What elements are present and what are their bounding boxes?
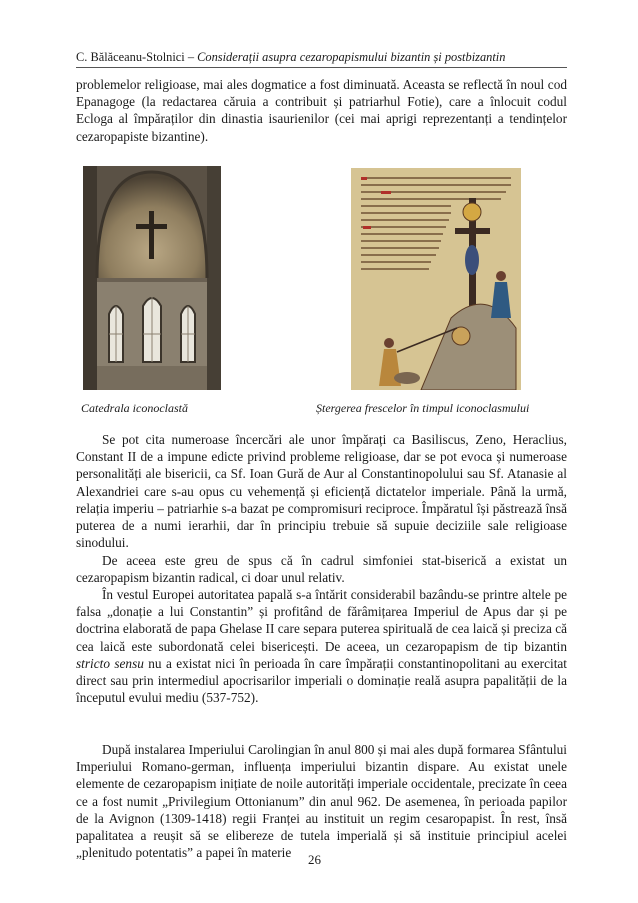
manuscript-miniature (351, 168, 521, 390)
paragraph-4 (76, 586, 567, 706)
figure-caption-1: Catedrala iconoclastă (81, 401, 188, 415)
figure-caption-2: Ștergerea frescelor în timpul iconoclasmului (316, 401, 530, 415)
paragraph-4-text-b: nu a existat nici în perioada în care împărații constantinopolitani au exercitat direct sau prin intermediul apocrisarilor imperiali o dominație reală asupra papalității de la începutul evului mediu (537-752). (76, 655, 567, 706)
paragraph-5: După instalarea Imperiului Carolingian în anul 800 și mai ales după formarea Sfântului Imperiului Romano-german, influența imperiului bizantin dispare. Au existat unele elemente de cezaropapism inițiate de noile autorități imperiale occidentale, precizate în ceea ce a fost numit „Privilegium Ottonianum” din anul 962. De asemenea, în perioada papilor de la Avignon (1309-1418) regii Franței au instituit un regim cesaropapist. În rest, însă papalitatea a reușit să se elibereze de tutela imperială și să instituie principiul acelei „plenitudo potentatis” a papei în materie (76, 742, 567, 861)
paragraph-3: De aceea este greu de spus că în cadrul simfoniei stat-biserică a existat un cezaropapism bizantin radical, ci doar unul relativ. (76, 553, 567, 586)
iconoclasm-illustration (351, 168, 521, 390)
running-header (76, 50, 566, 64)
header-title: Considerații asupra cezaropapismului bizantin și postbizantin (197, 50, 506, 64)
church-apse-photo (83, 166, 221, 390)
page-number: 26 (308, 852, 321, 867)
header-author: C. Bălăceanu-Stolnici – (76, 50, 198, 64)
paragraph-4-emphasis: stricto sensu (76, 655, 144, 671)
church-apse-illustration (83, 166, 221, 390)
header-rule (76, 67, 567, 68)
paragraph-1: problemelor religioase, mai ales dogmatice a fost diminuată. Aceasta se reflectă în noul cod Epanagoge (la redactarea căruia a contribuit și patriarhul Fotie), care a înlocuit codul Ecloga al împăraților din dinastia isaurienilor (cei mai aprigi reprezentanți a tendințelor cezaropapiste bizantine). (76, 77, 567, 144)
paragraph-4-text-a: În vestul Europei autoritatea papală s-a întărit considerabil bazându-se printre altele pe falsa „donație a lui Constantin” și profitând de fărâmițarea Imperiul de Apus dar și pe doctrina elaborată de papa Ghelase II care separa puterea spirituală de cea laică și preciza că cea laică este subordonată celei bisericești. De aceea, un cezaropapism de tip bizantin (76, 587, 567, 654)
paragraph-2: Se pot cita numeroase încercări ale unor împărați ca Basiliscus, Zeno, Heraclius, Constant II de a impune edicte privind probleme religioase, dar se pot evoca și numeroase personalități ale bisericii, ca Sf. Ioan Gură de Aur al Constantinopolului sau Sf. Atanasie al Alexandriei care s-au opus cu vehemență și eficiență dictatelor imperiale. Până la urmă, relația imperiu – patriarhie s-a bazat pe compromisuri reciproce. Împăratul își păstrează însă puterea de a numi ierarhii, dar în principiu trebuie să supuie deciziile sale religioase sinodului. (76, 432, 567, 551)
